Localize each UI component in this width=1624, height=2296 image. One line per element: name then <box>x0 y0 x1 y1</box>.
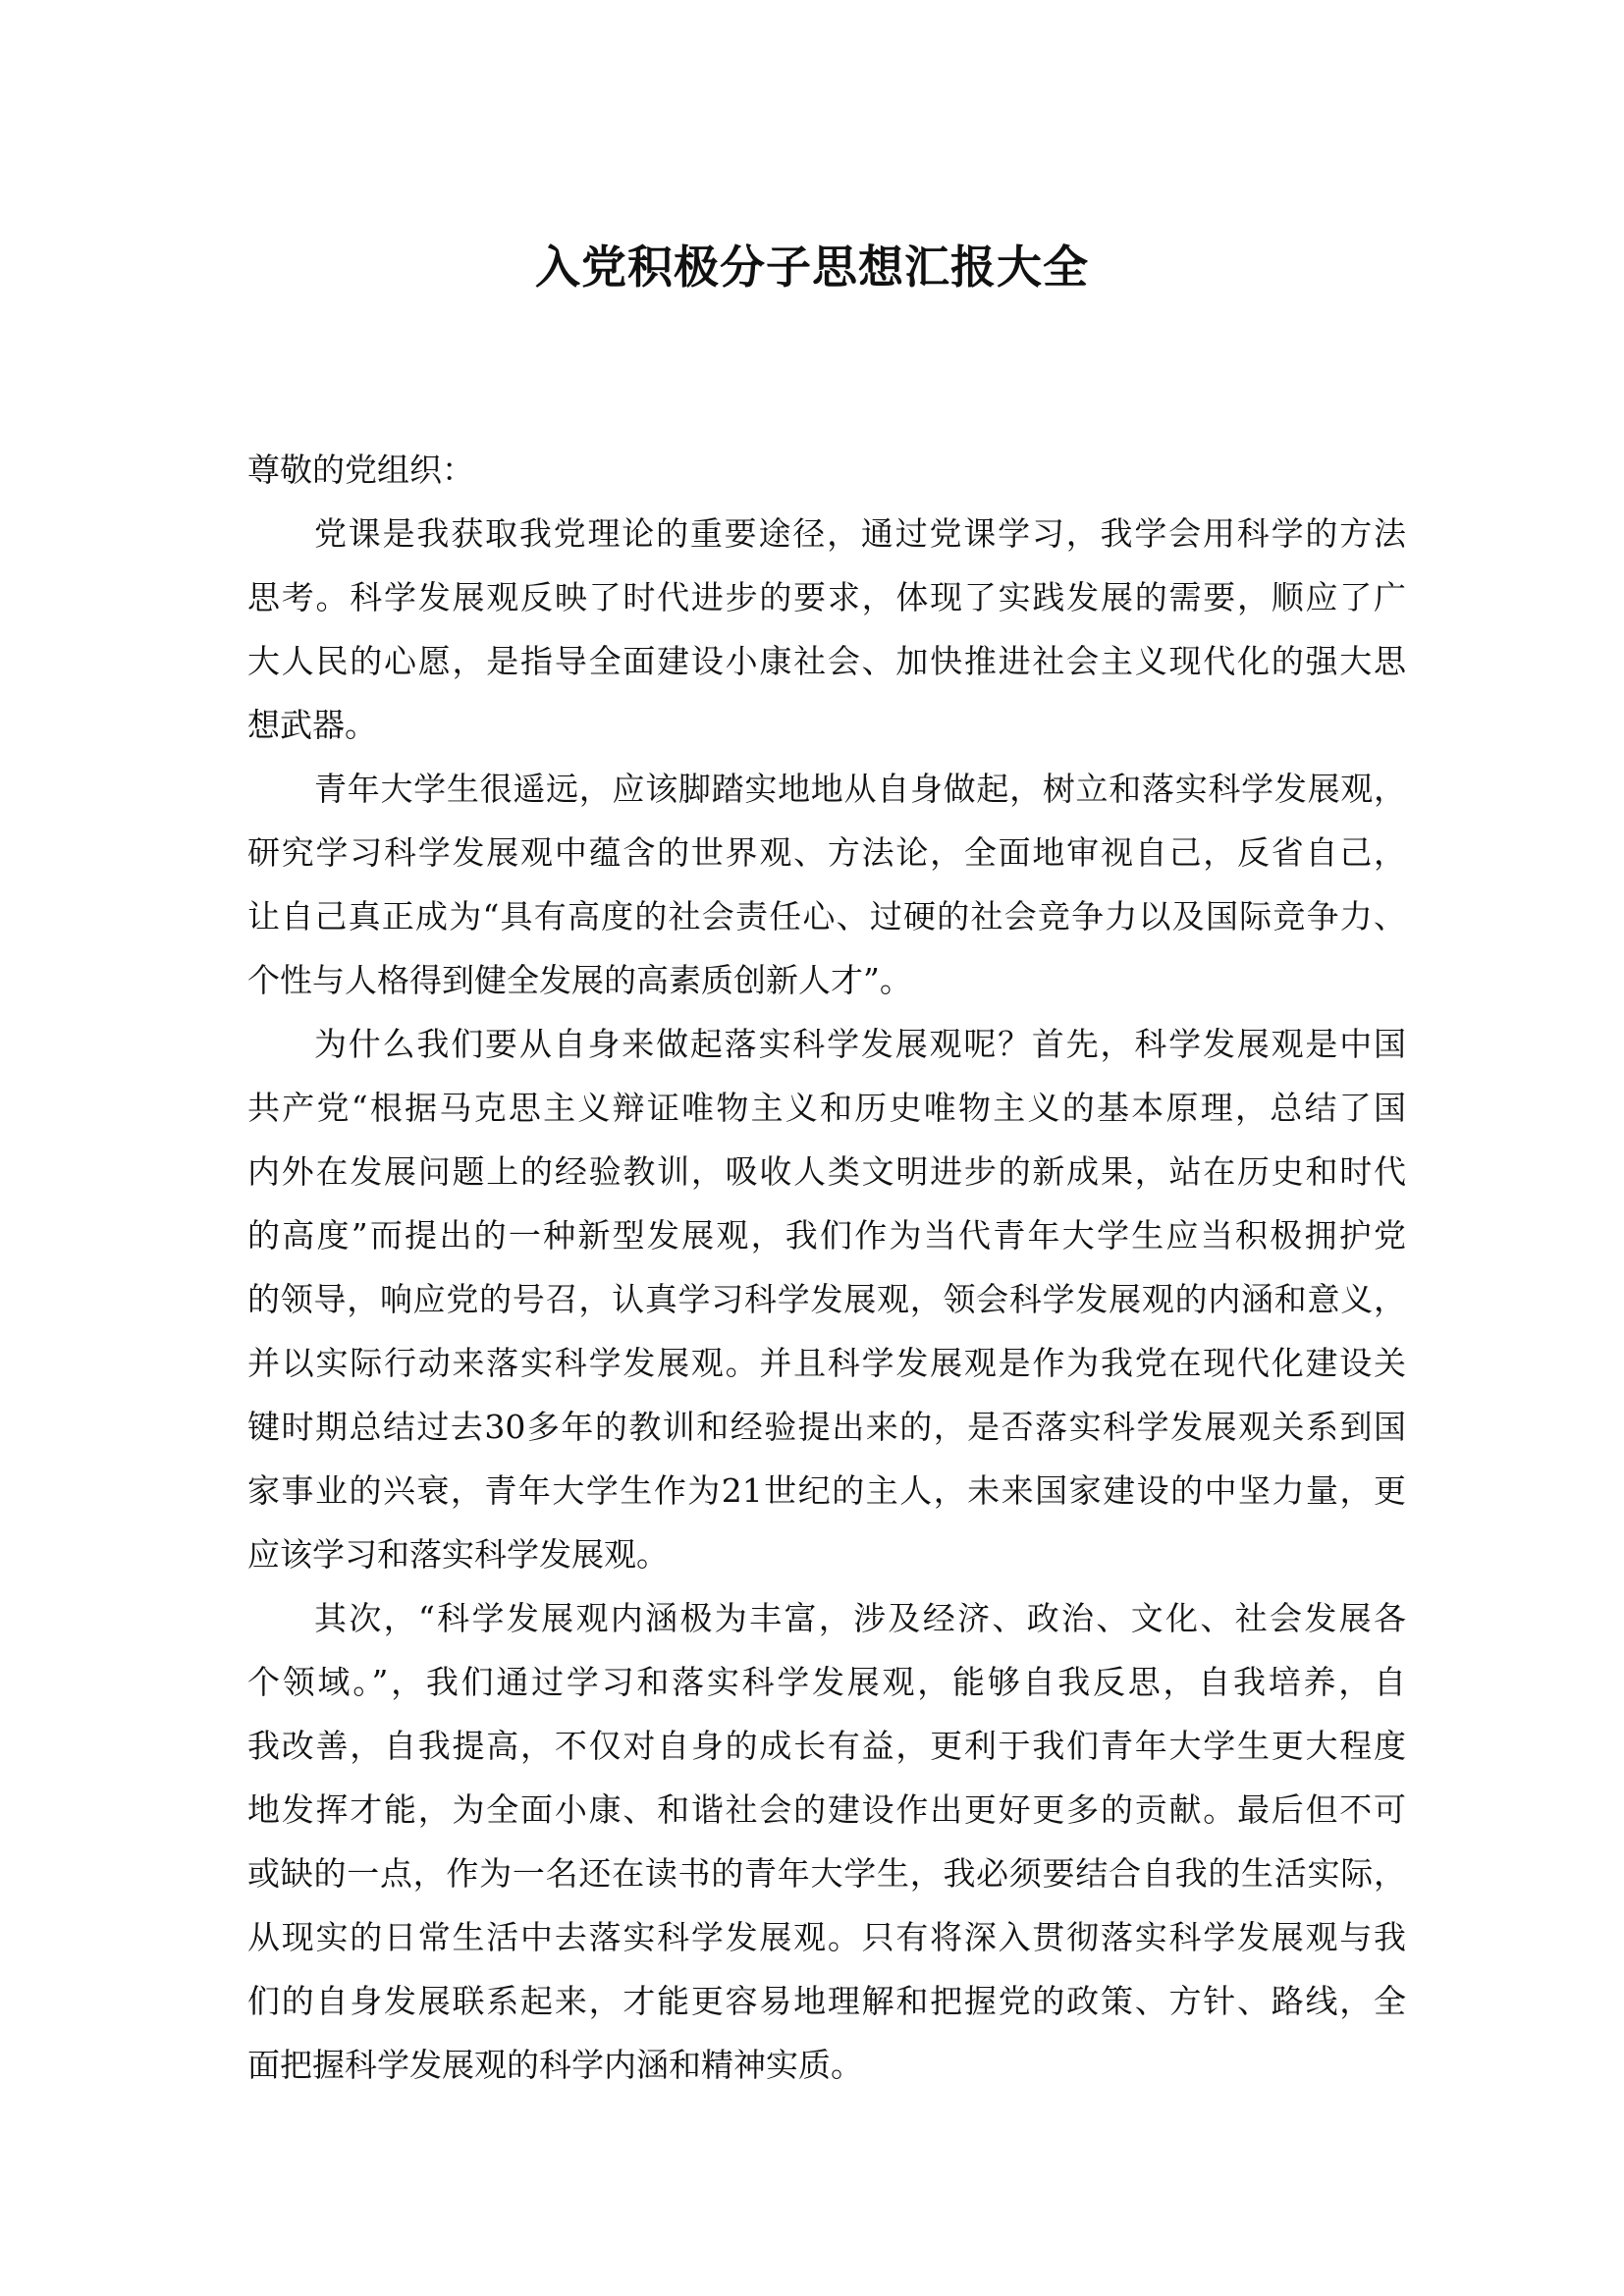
text-line: 或缺的一点，作为一名还在读书的青年大学生，我必须要结合自我的生活实际， <box>247 1854 1406 1893</box>
text-line: 研究学习科学发展观中蕴含的世界观、方法论，全面地审视自己，反省自己， <box>247 833 1406 872</box>
text-line: 键时期总结过去30多年的教训和经验提出来的，是否落实科学发展观关系到国 <box>247 1408 1406 1446</box>
text-line: 个领域。”，我们通过学习和落实科学发展观，能够自我反思，自我培养，自 <box>247 1663 1406 1701</box>
document-title: 入党积极分子思想汇报大全 <box>535 240 1089 294</box>
text-line: 其次，“科学发展观内涵极为丰富，涉及经济、政治、文化、社会发展各 <box>314 1599 1406 1637</box>
paragraph <box>247 502 1406 757</box>
text-line: 个性与人格得到健全发展的高素质创新人才”。 <box>247 961 912 999</box>
document-body <box>247 438 1406 2097</box>
text-line: 从现实的日常生活中去落实科学发展观。只有将深入贯彻落实科学发展观与我 <box>247 1918 1406 1956</box>
text-line: 想武器。 <box>247 706 377 744</box>
text-line: 并以实际行动来落实科学发展观。并且科学发展观是作为我党在现代化建设关 <box>247 1344 1406 1382</box>
text-line: 大人民的心愿，是指导全面建设小康社会、加快推进社会主义现代化的强大思 <box>247 642 1406 680</box>
text-line: 应该学习和落实科学发展观。 <box>247 1535 669 1574</box>
text-line: 思考。科学发展观反映了时代进步的要求，体现了实践发展的需要，顺应了广 <box>247 578 1406 616</box>
text-line: 共产党“根据马克思主义辩证唯物主义和历史唯物主义的基本原理，总结了国 <box>247 1089 1406 1127</box>
paragraph <box>247 1012 1406 1586</box>
text-line: 的领导，响应党的号召，认真学习科学发展观，领会科学发展观的内涵和意义， <box>247 1280 1406 1318</box>
text-line: 面把握科学发展观的科学内涵和精神实质。 <box>247 2046 863 2084</box>
paragraph <box>247 757 1406 1012</box>
paragraph <box>247 1586 1406 2097</box>
text-line: 地发挥才能，为全面小康、和谐社会的建设作出更好更多的贡献。最后但不可 <box>247 1790 1406 1829</box>
text-line: 内外在发展问题上的经验教训，吸收人类文明进步的新成果，站在历史和时代 <box>247 1152 1406 1191</box>
text-line: 我改善，自我提高，不仅对自身的成长有益，更利于我们青年大学生更大程度 <box>247 1727 1406 1765</box>
text-line: 的高度”而提出的一种新型发展观，我们作为当代青年大学生应当积极拥护党 <box>247 1216 1406 1255</box>
text-line: 为什么我们要从自身来做起落实科学发展观呢？首先，科学发展观是中国 <box>314 1025 1406 1063</box>
text-line: 们的自身发展联系起来，才能更容易地理解和把握党的政策、方针、路线，全 <box>247 1982 1406 2020</box>
text-line: 党课是我获取我党理论的重要途径，通过党课学习，我学会用科学的方法 <box>314 514 1406 553</box>
salutation: 尊敬的党组织： <box>247 451 474 489</box>
text-line: 家事业的兴衰，青年大学生作为21世纪的主人，未来国家建设的中坚力量，更 <box>247 1471 1406 1510</box>
text-line: 让自己真正成为“具有高度的社会责任心、过硬的社会竞争力以及国际竞争力、 <box>247 897 1406 935</box>
text-line: 青年大学生很遥远，应该脚踏实地地从自身做起，树立和落实科学发展观， <box>314 770 1406 808</box>
paragraphs <box>247 502 1406 2097</box>
